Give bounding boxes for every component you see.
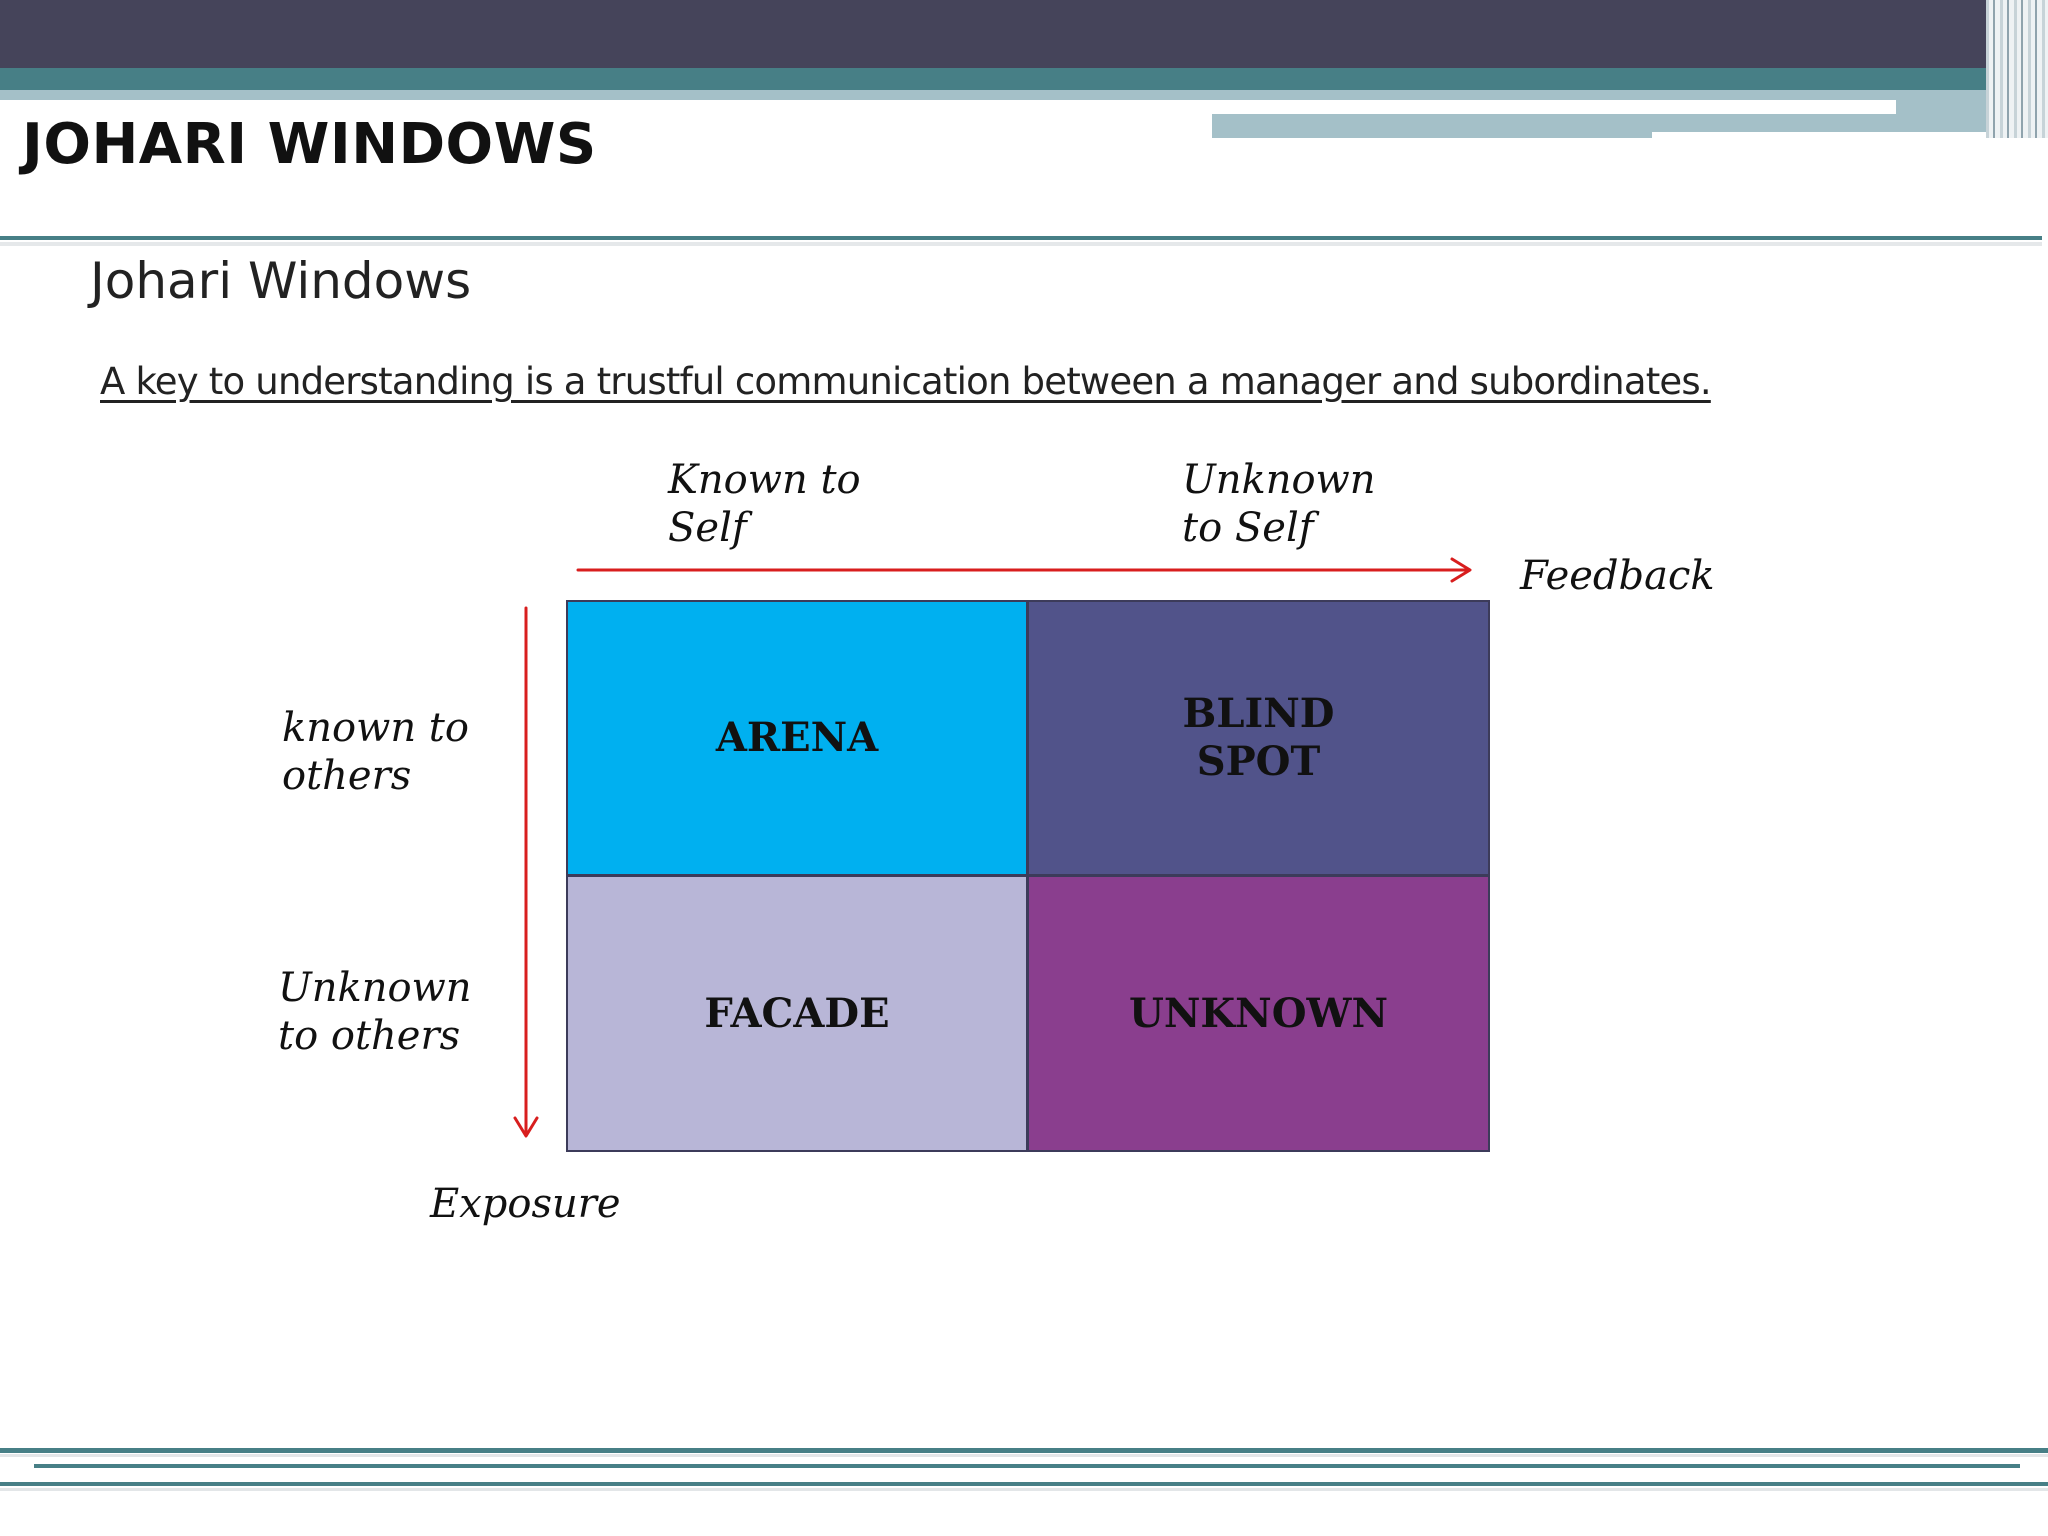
slide-title: JOHARI WINDOWS <box>22 112 597 177</box>
column-header-line: Self <box>668 505 747 551</box>
column-header-line: to Self <box>1182 505 1314 551</box>
footer-rule-shadow <box>0 1488 2048 1491</box>
header-band-dark <box>0 0 2048 68</box>
feedback-label: Feedback <box>1520 553 1715 599</box>
row-header-line: known to <box>282 705 469 751</box>
johari-window-grid <box>566 600 1490 1152</box>
key-statement: A key to understanding is a trustful communication between a manager and subordinates. <box>100 360 1711 403</box>
quadrant-label: BLIND SPOT <box>1182 690 1335 785</box>
quadrant-blind-spot <box>1029 602 1488 877</box>
exposure-label: Exposure <box>430 1181 621 1227</box>
header-right-accent <box>1212 100 1896 114</box>
exposure-arrow-head <box>515 1118 537 1136</box>
title-divider <box>0 236 2042 240</box>
quadrant-label: ARENA <box>715 714 879 761</box>
feedback-arrow-head <box>1452 559 1470 581</box>
header-right-block <box>1212 90 2012 138</box>
row-header-line: Unknown <box>278 965 472 1011</box>
footer-rule-shadow <box>0 1454 2048 1457</box>
column-header-known-to-self <box>668 456 861 552</box>
row-header-unknown-to-others <box>278 964 472 1060</box>
quadrant-label: UNKNOWN <box>1128 989 1389 1037</box>
row-header-known-to-others <box>282 704 469 800</box>
header-right-accent <box>1652 132 2012 144</box>
footer-rule <box>0 1482 2048 1486</box>
slide-subtitle: Johari Windows <box>90 252 472 310</box>
column-header-unknown-to-self <box>1182 456 1376 552</box>
quadrant-arena <box>568 602 1029 877</box>
header-band-teal <box>0 68 2048 90</box>
quadrant-unknown <box>1029 877 1488 1150</box>
column-header-line: Unknown <box>1182 457 1376 503</box>
header-stripes <box>1986 0 2048 138</box>
row-header-line: others <box>282 753 412 799</box>
row-header-line: to others <box>278 1013 461 1059</box>
quadrant-label: FACADE <box>704 989 890 1037</box>
title-divider-shadow <box>0 242 2042 246</box>
quadrant-facade <box>568 877 1029 1150</box>
footer-rule <box>34 1464 2020 1468</box>
footer-rule <box>0 1448 2048 1453</box>
column-header-line: Known to <box>668 457 861 503</box>
header-band-light <box>0 90 1212 100</box>
